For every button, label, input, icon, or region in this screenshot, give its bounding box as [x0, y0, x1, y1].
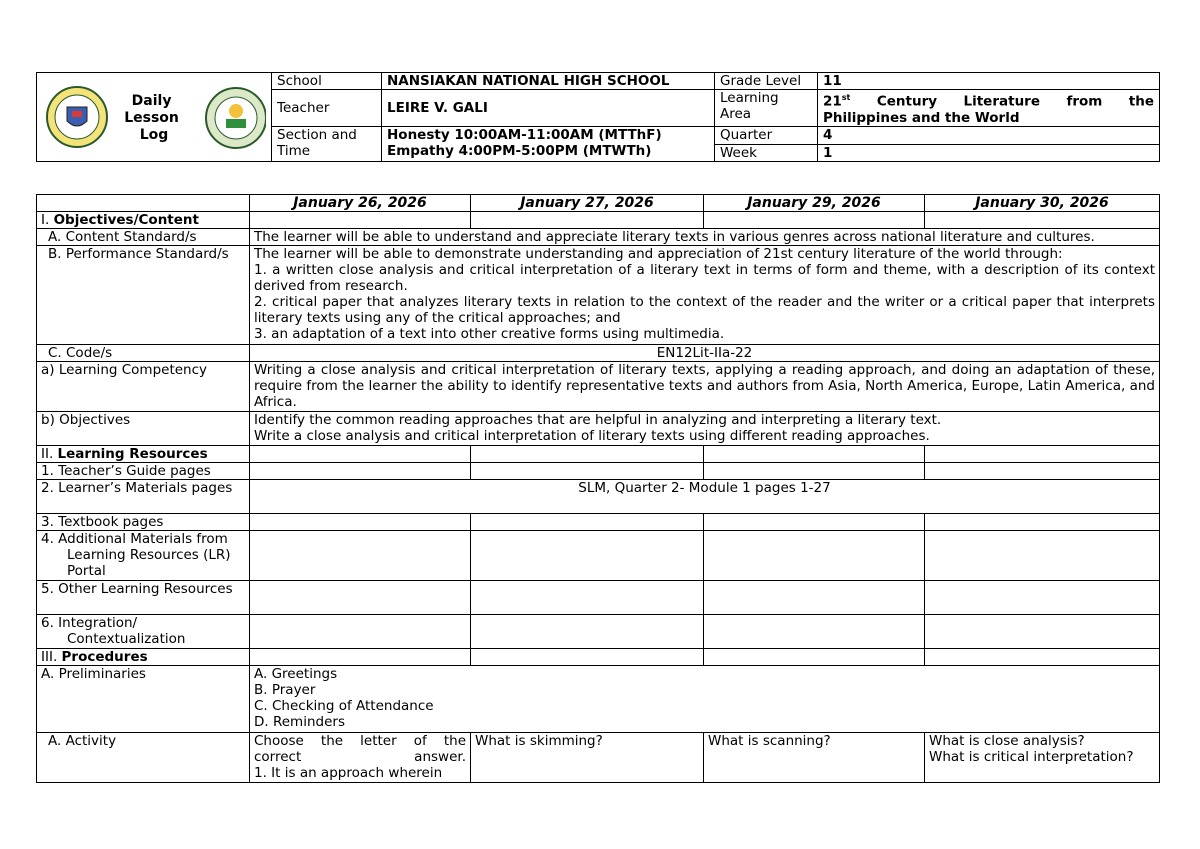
dll-title-line-1: Daily [131, 93, 172, 109]
content-standard-text: The learner will be able to understand and appreciate literary texts in various genres across national literature and cultures. [250, 229, 1160, 246]
section-heading-procedures: III. Procedures [37, 649, 250, 666]
objectives-label: b) Objectives [37, 412, 250, 446]
activity-day-2: What is skimming? [471, 733, 704, 783]
grade-value: 11 [818, 73, 1160, 90]
learning-competency-text: Writing a close analysis and critical interpretation of literary texts, applying a reading approach, and doing an adaptation of these, require from the learner the ability to identify representative texts and authors from Asia, North America, Europe, Latin America, and Africa. [250, 362, 1160, 412]
area-value: 21st Century Literature from the Philippines and the World [818, 90, 1160, 127]
learners-materials-value: SLM, Quarter 2- Module 1 pages 1-27 [250, 480, 1160, 514]
dll-title-line-3: Log [139, 127, 169, 143]
dll-main-table [36, 194, 1160, 783]
section-heading-resources: II. Learning Resources [37, 446, 250, 463]
week-value: 1 [818, 144, 1160, 161]
list-item: C. Checking of Attendance [254, 698, 434, 714]
dll-title-line-2: Lesson [124, 110, 179, 126]
textbook-label: 3. Textbook pages [37, 514, 250, 531]
code-label: C. Code/s [37, 345, 250, 362]
date-day-1: January 26, 2026 [250, 195, 471, 212]
svg-text:Daily Lesson [124, 93, 184, 143]
school-label: School [272, 73, 382, 90]
teacher-label: Teacher [272, 90, 382, 127]
learning-competency-label: a) Learning Competency [37, 362, 250, 412]
integration-label: 6. Integration/ Contextualization [37, 615, 250, 649]
activity-day-4: What is close analysis? What is critical interpretation? [925, 733, 1160, 783]
preliminaries-list [250, 666, 1160, 733]
content-standard-label: A. Content Standard/s [37, 229, 250, 246]
activity-day-3: What is scanning? [704, 733, 925, 783]
activity-label: A. Activity [37, 733, 250, 783]
other-resources-label: 5. Other Learning Resources [37, 581, 250, 615]
header-logo-cell [37, 73, 272, 162]
section-value: Honesty 10:00AM-11:00AM (MTThF) Empathy 4:00PM-5:00PM (MTWTh) [382, 126, 715, 161]
section-heading-objectives: I. Objectives/Content [37, 212, 250, 229]
school-seal-logo [206, 88, 266, 148]
dll-header-table [36, 72, 1160, 162]
area-label: Learning Area [715, 90, 818, 127]
week-label: Week [715, 144, 818, 161]
grade-label: Grade Level [715, 73, 818, 90]
section-label: Section and Time [272, 126, 382, 161]
objectives-text: Identify the common reading approaches that are helpful in analyzing and interpreting a literary text. Write a close analysis and critical interpretation of literary texts using different reading approaches. [250, 412, 1160, 446]
teachers-guide-label: 1. Teacher’s Guide pages [37, 463, 250, 480]
activity-day-1: Choose the letter of the correct answer. 1. It is an approach wherein [250, 733, 471, 783]
deped-seal-logo [47, 87, 107, 147]
preliminaries-label: A. Preliminaries [37, 666, 250, 733]
performance-standard-text: The learner will be able to demonstrate understanding and appreciation of 21st century literature of the world through: 1. a written close analysis and critical interpretation of a literary text in terms of form and theme, with a description of its context derived from research. 2. critical paper that analyzes literary texts in relation to the context of the reader and the writer or a critical paper that interprets literary texts using any of the critical approaches; and 3. an adaptation of a text into other creative forms using multimedia. [250, 246, 1160, 345]
performance-standard-label: B. Performance Standard/s [37, 246, 250, 345]
blank-header-cell [37, 195, 250, 212]
date-day-2: January 27, 2026 [471, 195, 704, 212]
list-item: B. Prayer [254, 682, 316, 698]
learners-materials-label: 2. Learner’s Materials pages [37, 480, 250, 514]
list-item: A. Greetings [254, 666, 338, 682]
school-value: NANSIAKAN NATIONAL HIGH SCHOOL [382, 73, 715, 90]
quarter-label: Quarter [715, 126, 818, 144]
date-day-4: January 30, 2026 [925, 195, 1160, 212]
date-day-3: January 29, 2026 [704, 195, 925, 212]
additional-materials-label: 4. Additional Materials from Learning Resources (LR) Portal [37, 531, 250, 581]
list-item: D. Reminders [254, 714, 345, 730]
code-value: EN12Lit-IIa-22 [250, 345, 1160, 362]
teacher-value: LEIRE V. GALI [382, 90, 715, 127]
quarter-value: 4 [818, 126, 1160, 144]
